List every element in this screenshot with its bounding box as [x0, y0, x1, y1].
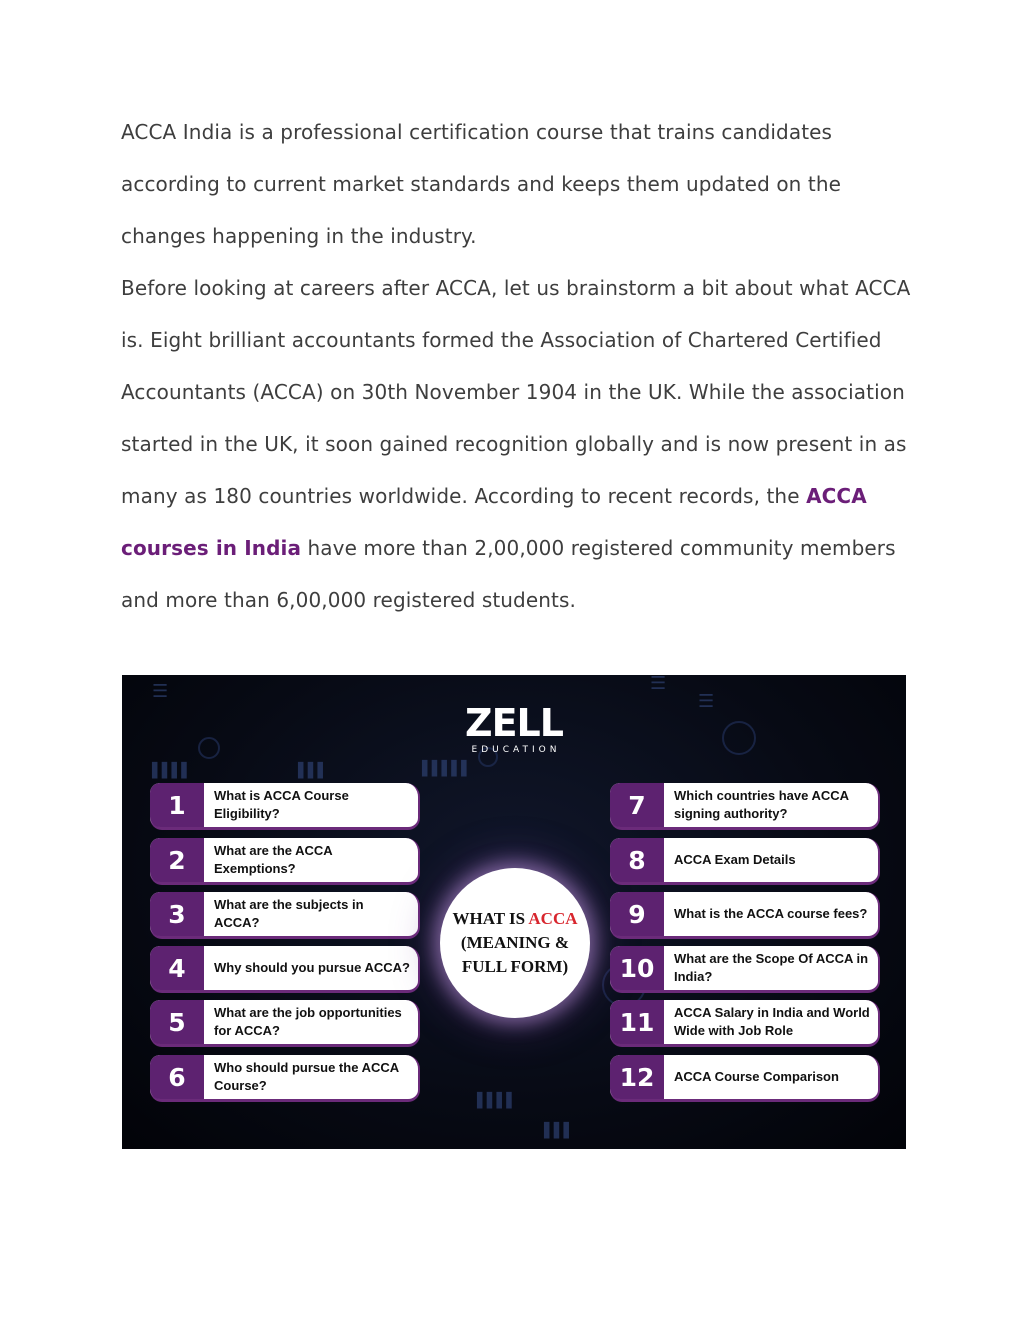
- topic-card: [610, 1055, 880, 1102]
- topic-card: [150, 892, 420, 939]
- center-title-accent: ACCA: [528, 909, 578, 928]
- paragraph-intro: ACCA India is a professional certification course that trains candidates according to current market standards and keeps them updated on the changes happening in the industry.: [121, 120, 842, 248]
- topic-card: [610, 783, 880, 830]
- topic-label: Why should you pursue ACCA?: [214, 960, 410, 975]
- center-title-circle: [440, 868, 590, 1018]
- topic-number: 10: [610, 946, 664, 990]
- article-body: [121, 106, 911, 626]
- topic-label: ACCA Course Comparison: [674, 1069, 839, 1084]
- topic-number: 5: [150, 1000, 204, 1044]
- topic-number: 6: [150, 1055, 204, 1099]
- center-title-prefix: WHAT IS: [452, 909, 529, 928]
- center-title: [452, 907, 577, 979]
- acca-infographic: [122, 675, 906, 1149]
- center-title-line3: FULL FORM): [461, 957, 569, 976]
- logo-wordmark: ZELL: [465, 701, 563, 745]
- topic-label: What are the Scope Of ACCA in India?: [674, 951, 869, 984]
- topic-number: 8: [610, 838, 664, 882]
- bar-chart-icon: ▌▌▌▌: [477, 1093, 517, 1109]
- bar-chart-icon: ▌▌▌▌: [152, 763, 192, 779]
- topic-card: [610, 946, 880, 993]
- acca-courses-link[interactable]: ACCA courses in India: [121, 484, 867, 560]
- center-title-line2: (MEANING &: [460, 933, 570, 952]
- topic-number: 7: [610, 783, 664, 827]
- paragraph-history-text: Before looking at careers after ACCA, let us brainstorm a bit about what ACCA is. Eight brilliant accountants formed the Association of Chartered Certified Accountants (ACCA) on 30th November 1904 in the UK. While the association started in the UK, it soon gained recognition globally and is now present in as many as 180 countries worldwide. According to recent records, the: [121, 276, 911, 508]
- zell-logo: [122, 703, 906, 755]
- center-title-line1: [452, 907, 577, 931]
- topic-card: [150, 838, 420, 885]
- list-icon: ☰: [152, 681, 169, 702]
- topic-number: 1: [150, 783, 204, 827]
- topic-label: What are the job opportunities for ACCA?: [214, 1005, 402, 1038]
- paragraph-history: [121, 262, 911, 626]
- topic-card: [150, 783, 420, 830]
- topic-card: [610, 892, 880, 939]
- topic-number: 4: [150, 946, 204, 990]
- topic-label: What is ACCA Course Eligibility?: [214, 788, 349, 821]
- topic-label: What are the ACCA Exemptions?: [214, 843, 333, 876]
- list-icon: ☰: [698, 691, 715, 712]
- topic-label: What are the subjects in ACCA?: [214, 897, 364, 930]
- topic-label: What is the ACCA course fees?: [674, 906, 868, 921]
- list-icon: ☰: [650, 675, 667, 694]
- topic-number: 2: [150, 838, 204, 882]
- topic-number: 12: [610, 1055, 664, 1099]
- topic-card: [610, 1000, 880, 1047]
- topic-card: [610, 838, 880, 885]
- topic-label: ACCA Exam Details: [674, 852, 796, 867]
- bar-chart-icon: ▌▌▌: [298, 763, 328, 779]
- topic-label: Which countries have ACCA signing authority?: [674, 788, 849, 821]
- topic-label: ACCA Salary in India and World Wide with Job Role: [674, 1005, 870, 1038]
- bar-chart-icon: ▌▌▌: [544, 1123, 574, 1139]
- bar-chart-icon: ▌▌▌▌▌: [422, 761, 471, 777]
- topic-label: Who should pursue the ACCA Course?: [214, 1060, 399, 1093]
- topic-card: [150, 1000, 420, 1047]
- topic-card: [150, 946, 420, 993]
- topic-number: 11: [610, 1000, 664, 1044]
- logo-subtitle: EDUCATION: [471, 745, 561, 755]
- topic-card: [150, 1055, 420, 1102]
- topic-number: 9: [610, 892, 664, 936]
- paragraph-history-end: have more than 2,00,000 registered community members and more than 6,00,000 registered students.: [121, 536, 896, 612]
- topic-number: 3: [150, 892, 204, 936]
